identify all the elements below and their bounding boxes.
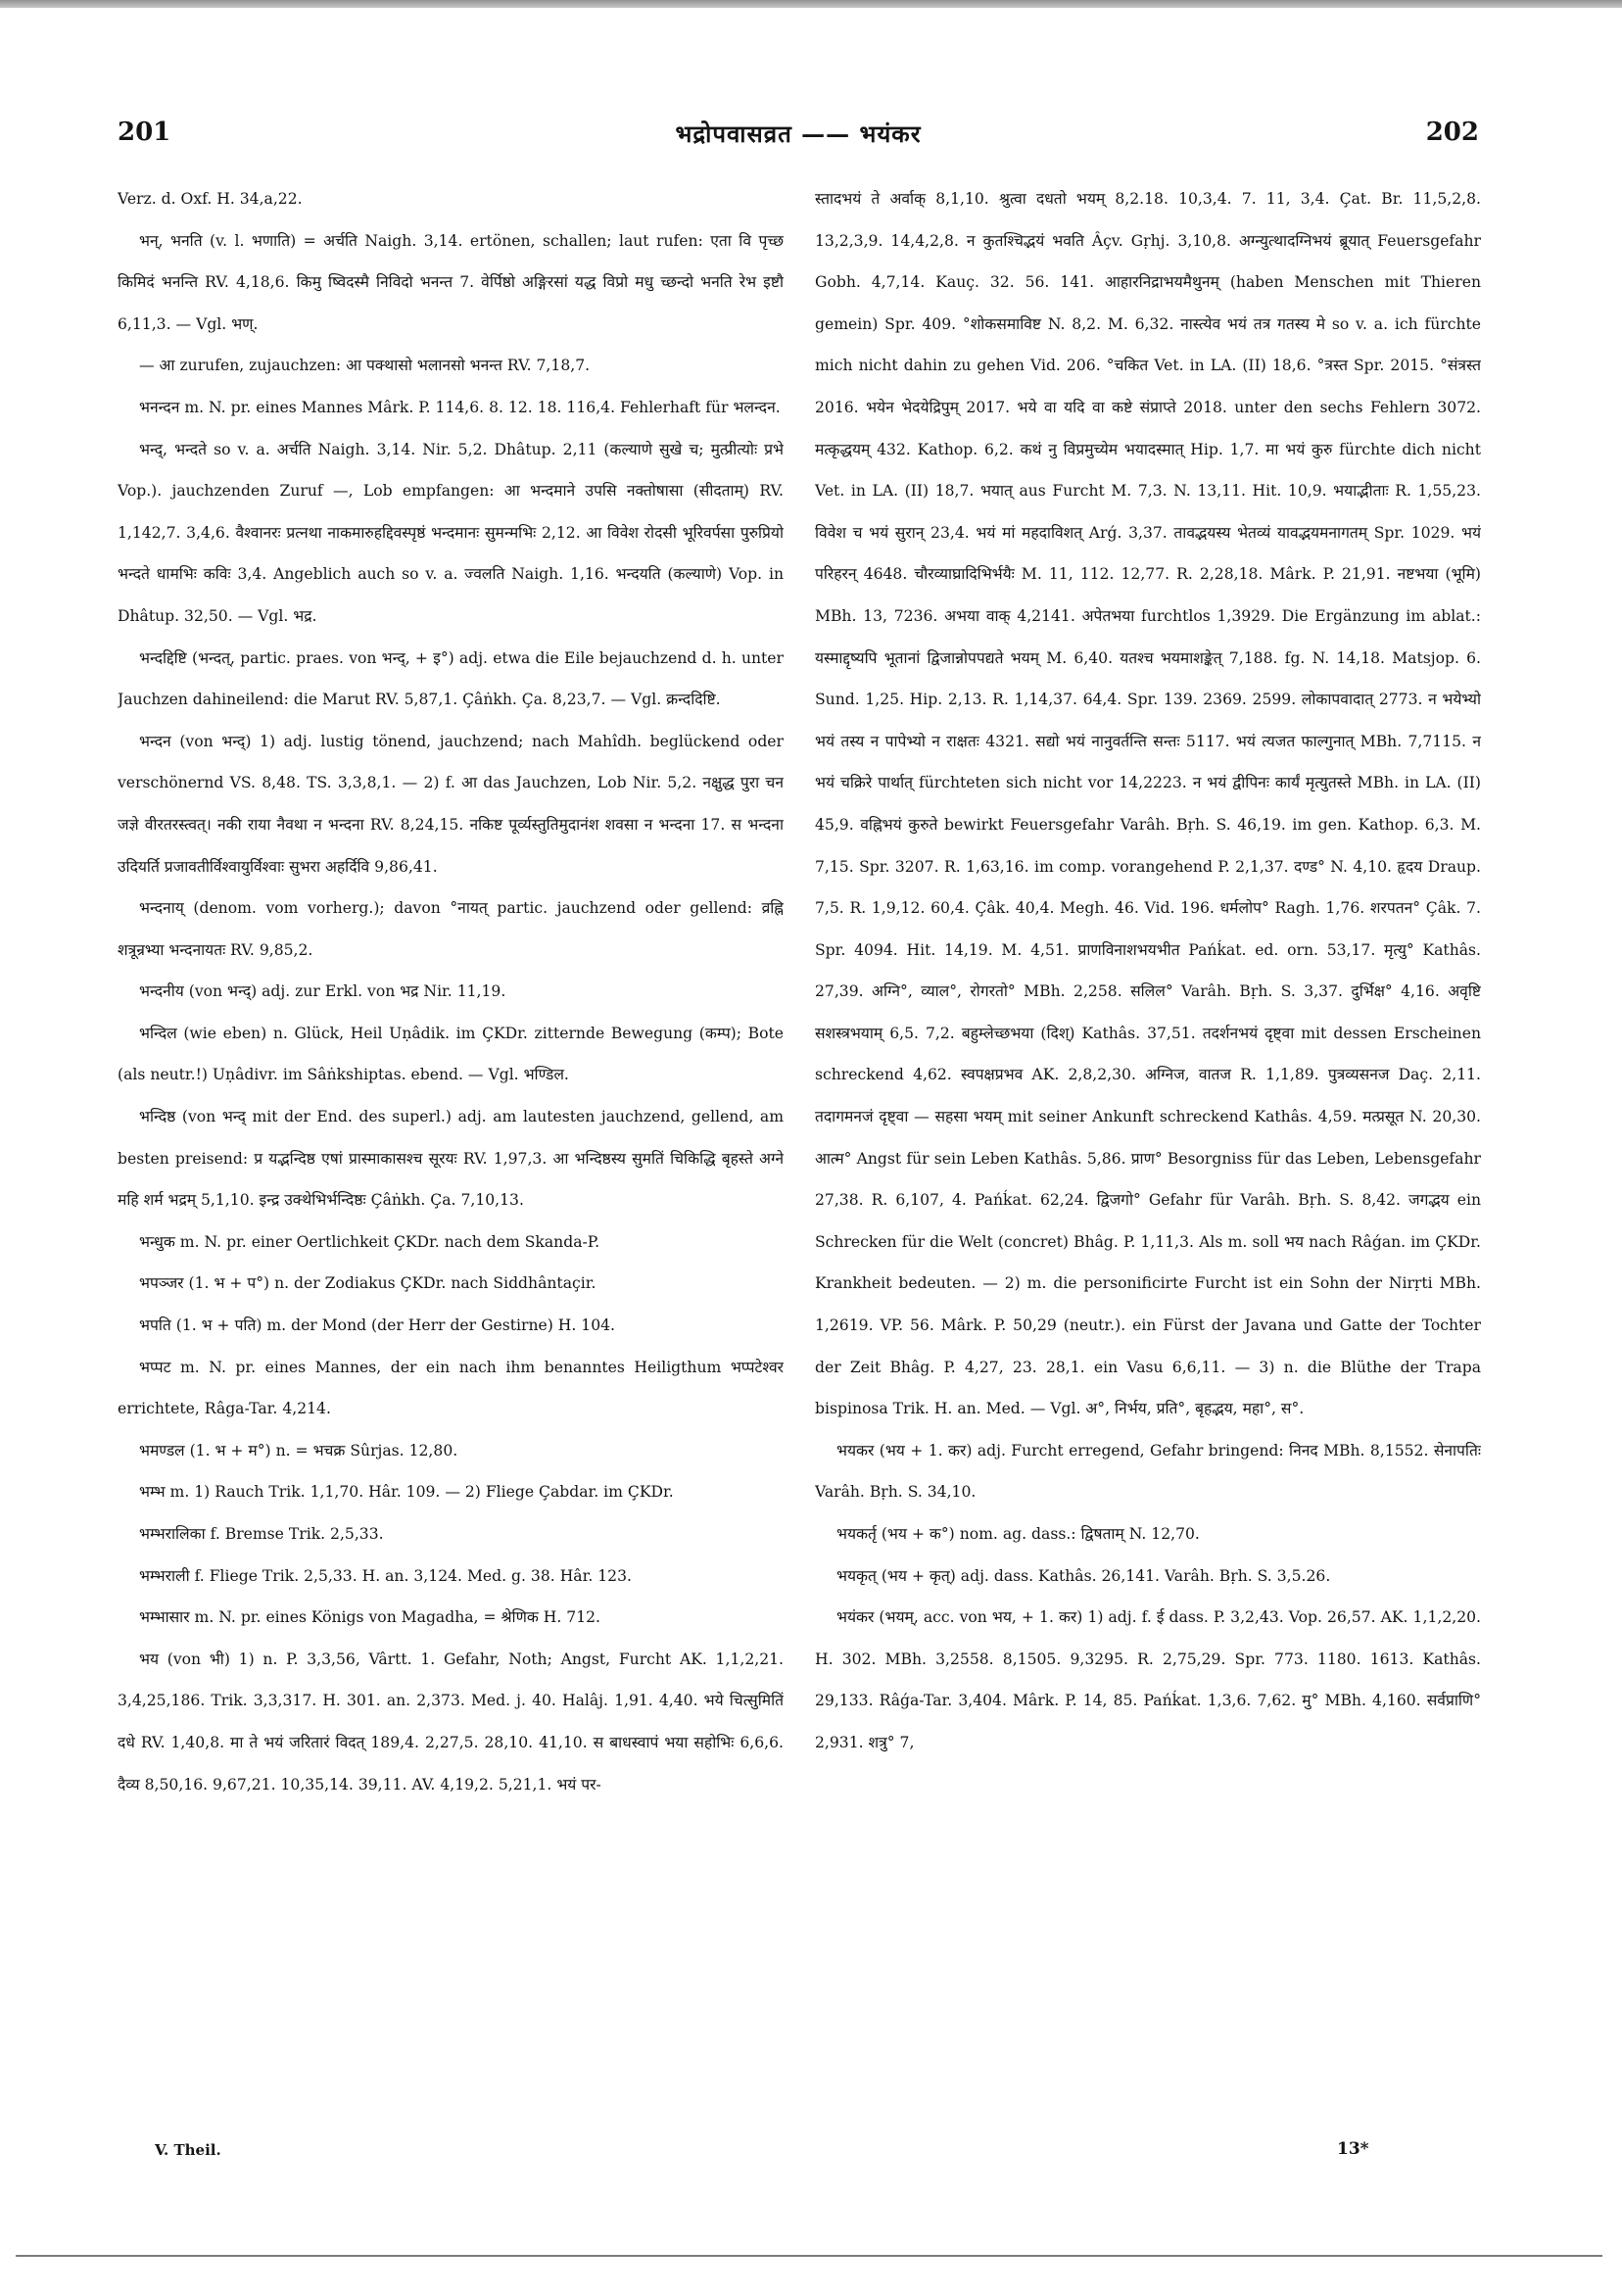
signature-mark-right: 13* [1337, 2139, 1369, 2159]
bottom-scan-edge [16, 2255, 1602, 2257]
dictionary-entry: भयकृत् (भय + कृत्) adj. dass. Kathâs. 26,141. Varâh. Bṛh. S. 3,5.26. [836, 1566, 1331, 1585]
dictionary-entry: भन्द्, भन्दते so v. a. अर्चति Naigh. 3,14. Nir. 5,2. Dhâtup. 2,11 (कल्याणे सुखे च; मुत्प्रीत्योः प्रभे Vop.). jauchzenden Zuruf —, Lob empfangen: आ भन्दमाने उपसि नक्तोषासा (सीदताम्) RV. 1,142,7. 3,4,6. वैश्वानरः प्रत्नथा नाकमारुहद्दिवस्पृष्ठं भन्दमानः सुमन्मभिः 2,12. आ विवेश रोदसी भूरिवर्पसा पुरुप्रियो भन्दते धामभिः कविः 3,4. Angeblich auch so v. a. ज्वलति Naigh. 1,16. भन्दयति (कल्याणे) Vop. in Dhâtup. 32,50. — Vgl. भद्र. [118, 440, 784, 625]
dictionary-entry: Verz. d. Oxf. H. 34,a,22. [118, 190, 303, 208]
dictionary-entry: भन्धुक m. N. pr. einer Oertlichkeit ÇKDr. nach dem Skanda-P. [139, 1232, 600, 1251]
dictionary-entry: भय (von भी) 1) n. P. 3,3,56, Vârtt. 1. Gefahr, Noth; Angst, Furcht AK. 1,1,2,21. 3,4,25,186. Trik. 3,3,317. H. 301. an. 2,373. Med. j. 40. Halâj. 1,91. 4,40. भये चित्सुमितिं दधे RV. 1,40,8. मा ते भयं जरितारं विदत् 189,4. 2,27,5. 28,10. 41,10. स बाधस्वापं भया सहोभिः 6,6,6. दैव्य 8,50,16. 9,67,21. 10,35,14. 39,11. AV. 4,19,2. 5,21,1. भयं पर- [118, 1650, 784, 1794]
dictionary-entry: भन्दनाय् (denom. vom vorherg.); davon °नायत् partic. jauchzend oder gellend: व्रह्नि शत्रून्रभ्या भन्दनायतः RV. 9,85,2. [118, 899, 784, 959]
dictionary-entry: भन्दिष्ठ (von भन्द् mit der End. des superl.) adj. am lautesten jauchzend, gellend, am besten preisend: प्र यद्भन्दिष्ठ एषां प्रास्माकासश्च सूरयः RV. 1,97,3. आ भन्दिष्ठस्य सुमतिं चिकिद्धि बृहस्ते अग्ने महि शर्म भद्रम् 5,1,10. इन्द्र उक्थेभिर्भन्दिष्ठः Çâṅkh. Ça. 7,10,13. [118, 1108, 784, 1210]
right-column [815, 178, 1481, 2128]
dictionary-entry: भयकर्तृ (भय + क°) nom. ag. dass.: द्विषताम् N. 12,70. [836, 1525, 1200, 1543]
dictionary-entry: भयंकर (भयम्, acc. von भय, + 1. कर) 1) adj. f. ई dass. P. 3,2,43. Vop. 26,57. AK. 1,1,2,20. H. 302. MBh. 3,2558. 8,1505. 9,3295. R. 2,75,29. Spr. 773. 1180. 1613. Kathâs. 29,133. Râǵa-Tar. 3,404. Mârk. P. 14, 85. Pańḱat. 1,3,6. 7,62. मु° MBh. 4,160. सर्वप्राणि° 2,931. शत्रु° 7, [815, 1608, 1481, 1751]
dictionary-entry: भम्भरालिका f. Bremse Trik. 2,5,33. [139, 1525, 384, 1543]
dictionary-entry: भपति (1. भ + पति) m. der Mond (der Herr der Gestirne) H. 104. [139, 1316, 616, 1335]
top-scan-edge [0, 0, 1622, 8]
left-column [118, 178, 784, 2128]
dictionary-entry: भम्भासार m. N. pr. eines Königs von Magadha, = श्रेणिक H. 712. [139, 1608, 601, 1627]
dictionary-entry: भयकर (भय + 1. कर) adj. Furcht erregend, Gefahr bringend: निनद MBh. 8,1552. सेनापतिः Varâh. Bṛh. S. 34,10. [815, 1441, 1481, 1502]
dictionary-entry: भनन्दन m. N. pr. eines Mannes Mârk. P. 114,6. 8. 12. 18. 116,4. Fehlerhaft für भलन्दन. [139, 398, 781, 416]
dictionary-entry: भप्पट m. N. pr. eines Mannes, der ein nach ihm benanntes Heiligthum भप्पटेश्वर errichtete, Râga-Tar. 4,214. [118, 1358, 784, 1418]
dictionary-entry: भन्दिल (wie eben) n. Glück, Heil Uṇâdik. im ÇKDr. zitternde Bewegung (कम्प); Bote (als neutr.!) Uṇâdivr. im Sâṅkshiptas. ebend. — Vgl. भण्डिल. [118, 1024, 784, 1084]
page-header [118, 118, 1479, 167]
dictionary-entry: भमण्डल (1. भ + म°) n. = भचक्र Sûrjas. 12,80. [139, 1441, 458, 1459]
dictionary-entry: भपञ्जर (1. भ + प°) n. der Zodiakus ÇKDr. nach Siddhântaçir. [139, 1274, 596, 1293]
dictionary-entry: भम्भ m. 1) Rauch Trik. 1,1,70. Hâr. 109. — 2) Fliege Çabdar. im ÇKDr. [139, 1483, 674, 1502]
dictionary-entry: भन्दन (von भन्द्) 1) adj. lustig tönend, jauchzend; nach Mahîdh. beglückend oder verschönernd VS. 8,48. TS. 3,3,8,1. — 2) f. आ das Jauchzen, Lob Nir. 5,2. नक्षुद्ध पुरा चन जज्ञे वीरतरस्त्वत्। नकी राया नैवथा न भन्दना RV. 8,24,15. नकिष्ट पूर्व्यस्तुतिमुदानंश शवसा न भन्दना 17. स भन्दना उदियर्ति प्रजावतीर्विश्वायुर्विश्वाः सुभरा अहर्दिवि 9,86,41. [118, 732, 784, 876]
dictionary-entry: भन्, भनति (v. l. भणाति) = अर्चति Naigh. 3,14. ertönen, schallen; laut rufen: एता वि पृच्छ किमिदं भनन्ति RV. 4,18,6. किमु ष्विदस्मै निविदो भनन्त 7. वेर्पिष्ठो अङ्गिरसां यद्ध विप्रो मधु च्छन्दो भनति रेभ इष्टौ 6,11,3. — Vgl. भण्. [118, 231, 784, 333]
dictionary-entry: भम्भराली f. Fliege Trik. 2,5,33. H. an. 3,124. Med. g. 38. Hâr. 123. [139, 1566, 632, 1585]
page-number-right: 202 [1425, 118, 1479, 147]
page-number-left: 201 [118, 118, 171, 147]
running-head: भद्रोपवासव्रत —— भयंकर [675, 120, 922, 148]
dictionary-entry: — आ zurufen, zujauchzen: आ पक्थासो भलानसो भनन्त RV. 7,18,7. [139, 357, 591, 375]
dictionary-entry: स्तादभयं ते अर्वाक् 8,1,10. श्रुत्वा दधतो भयम् 8,2.18. 10,3,4. 7. 11, 3,4. Çat. Br. 11,5,2,8. 13,2,3,9. 14,4,2,8. न कुतश्चिद्भयं भवति Âçv. Gṛhj. 3,10,8. अग्न्युत्थादग्निभयं ब्रूयात् Feuersgefahr Gobh. 4,7,14. Kauç. 32. 56. 141. आहारनिद्राभयमैथुनम् (haben Menschen mit Thieren gemein) Spr. 409. °शोकसमाविष्ट N. 8,2. M. 6,32. नास्त्येव भयं तत्र गतस्य मे so v. a. ich fürchte mich nicht dahin zu gehen Vid. 206. °चकित Vet. in LA. (II) 18,6. °त्रस्त Spr. 2015. °संत्रस्त 2016. भयेन भेदयेद्रिपुम् 2017. भये वा यदि वा कष्टे संप्राप्ते 2018. unter den sechs Fehlern 3072. मत्कृद्धयम् 432. Kathop. 6,2. कथं नु विप्रमुच्येम भयादस्मात् Hip. 1,7. मा भयं कुरु fürchte dich nicht Vet. in LA. (II) 18,7. भयात् aus Furcht M. 7,3. N. 13,11. Hit. 10,9. भयाद्भीताः R. 1,55,23. विवेश च भयं सुरान् 23,4. भयं मां महदाविशत् Arǵ. 3,37. तावद्भयस्य भेतव्यं यावद्भयमनागतम् Spr. 1029. भयं परिहरन् 4648. चौरव्याघ्रादिभिर्भयैः M. 11, 112. 12,77. R. 2,28,18. Mârk. P. 21,91. नष्टभया (भूमि) MBh. 13, 7236. अभया वाक् 4,2141. अपेतभया furchtlos 1,3929. Die Ergänzung im ablat.: यस्माद्दृष्यपि भूतानां द्विजान्नोपपद्यते भयम् M. 6,40. यतश्च भयमाशङ्केत् 7,188. fg. N. 14,18. Matsjop. 6. Sund. 1,25. Hip. 2,13. R. 1,14,37. 64,4. Spr. 139. 2369. 2599. लोकापवादात् 2773. न भयेभ्यो भयं तस्य न पापेभ्यो न राक्षतः 4321. सद्यो भयं नानुवर्तन्ति सन्तः 5117. भयं त्यजत फाल्गुनात् MBh. 7,7115. न भयं चक्रिरे पार्थात् fürchteten sich nicht vor 14,2223. न भयं द्वीपिनः कार्यं मृत्युतस्ते MBh. in LA. (II) 45,9. वह्निभयं कुरुते bewirkt Feuersgefahr Varâh. Bṛh. S. 46,19. im gen. Kathop. 6,3. M. 7,15. Spr. 3207. R. 1,63,16. im comp. vorangehend P. 2,1,37. दण्ड° N. 4,10. हृदय Draup. 7,5. R. 1,9,12. 60,4. Çâk. 40,4. Megh. 46. Vid. 196. धर्मलोप° Ragh. 1,76. शरपतन° Çâk. 7. Spr. 4094. Hit. 14,19. M. 4,51. प्राणविनाशभयभीत Pańḱat. ed. orn. 53,17. मृत्यु° Kathâs. 27,39. अग्नि°, व्याल°, रोगरतो° MBh. 2,258. सलिल° Varâh. Bṛh. S. 3,37. दुर्भिक्ष° 4,16. अवृष्टि सशस्त्रभयाम् 6,5. 7,2. बहुम्लेच्छभया (दिश्) Kathâs. 37,51. तदर्शनभयं दृष्ट्वा mit dessen Erscheinen schreckend 4,62. स्वपक्षप्रभव AK. 2,8,2,30. अग्निज, वातज R. 1,1,89. पुत्रव्यसनज Daç. 2,11. तदागमनजं दृष्ट्वा — सहसा भयम् mit seiner Ankunft schreckend Kathâs. 4,59. मत्प्रसूत N. 20,30. आत्म° Angst für sein Leben Kathâs. 5,86. प्राण° Besorgniss für das Leben, Lebensgefahr 27,38. R. 6,107, 4. Pańḱat. 62,24. द्विजगो° Gefahr für Varâh. Bṛh. S. 8,42. जगद्भय ein Schrecken für die Welt (concret) Bhâg. P. 1,11,3. Als m. soll भय nach Râǵan. im ÇKDr. Krankheit bedeuten. — 2) m. die personificirte Furcht ist ein Sohn der Nirṛti MBh. 1,2619. VP. 56. Mârk. P. 50,29 (neutr.). ein Fürst der Javana und Gatte der Tochter der Zeit Bhâg. P. 4,27, 23. 28,1. ein Vasu 6,6,11. — 3) n. die Blüthe der Trapa bispinosa Trik. H. an. Med. — Vgl. अ°, निर्भय, प्रति°, बृहद्भय, महा°, स°. [815, 190, 1481, 1418]
dictionary-entry: भन्दनीय (von भन्द्) adj. zur Erkl. von भद्र Nir. 11,19. [139, 982, 506, 1001]
signature-mark-left: V. Theil. [155, 2141, 221, 2159]
dictionary-entry: भन्दद्दिष्टि (भन्दत्, partic. praes. von भन्द्, + इ°) adj. etwa die Eile bejauchzend d. h. unter Jauchzen dahineilend: die Marut RV. 5,87,1. Çâṅkh. Ça. 8,23,7. — Vgl. क्रन्ददिष्टि. [118, 648, 784, 709]
